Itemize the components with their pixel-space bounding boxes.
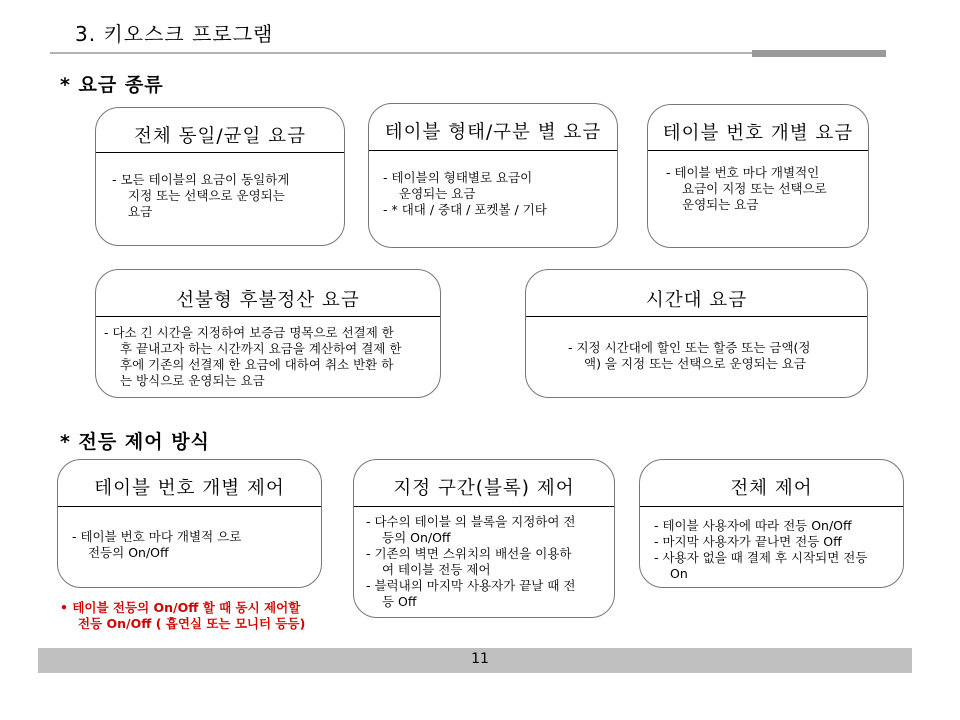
box-body: [568, 340, 810, 372]
bullet-line: On: [670, 566, 688, 581]
box-divider: [648, 150, 868, 151]
bullet-line: - 다수의 테이블 의 블록을 지정하여 전: [366, 514, 576, 529]
fee-box-prepaid-postpaid: [95, 269, 441, 398]
bullet-line: 등 Off: [382, 594, 417, 609]
box-divider: [369, 150, 617, 151]
bullet-line: - 블럭내의 마지막 사용자가 끝날 때 전: [366, 578, 576, 593]
box-title: 전체 제어: [730, 478, 813, 499]
note-simultaneous-control: [60, 600, 305, 632]
note-line: 전등 On/Off ( 흡연실 또는 모니터 등등): [78, 616, 306, 631]
box-title: 전체 동일/균일 요금: [134, 126, 306, 147]
box-title: 선불형 후불정산 요금: [176, 290, 360, 311]
bullet-line: - 테이블의 형태별로 요금이: [383, 170, 533, 185]
bullet-line: - 테이블 번호 마다 개별적 으로: [72, 529, 242, 544]
box-body: [112, 172, 289, 220]
bullet-line: 여 테이블 전등 제어: [382, 562, 491, 577]
box-body: [104, 325, 401, 389]
bullet-line: 전등의 On/Off: [88, 545, 169, 560]
box-divider: [58, 506, 321, 507]
bullet-line: - 지정 시간대에 할인 또는 할증 또는 금액(정: [568, 340, 811, 355]
box-divider: [96, 316, 440, 317]
box-title: 테이블 형태/구분 별 요금: [384, 122, 602, 143]
box-divider: [96, 152, 344, 153]
bullet-line: - 모든 테이블의 요금이 동일하게: [112, 172, 290, 187]
box-body: [383, 170, 547, 218]
box-title: 테이블 번호 개별 요금: [662, 123, 854, 144]
bullet-line: - 테이블 사용자에 따라 전등 On/Off: [654, 518, 852, 533]
box-divider: [526, 316, 867, 317]
fee-box-table-type: [368, 103, 618, 248]
fee-box-uniform: [95, 107, 345, 246]
box-title: 테이블 번호 개별 제어: [94, 478, 285, 499]
bullet-line: 액) 을 지정 또는 선택으로 운영되는 요금: [584, 356, 806, 371]
note-line: • 테이블 전등의 On/Off 할 때 동시 제어할: [60, 600, 301, 615]
bullet-line: 등의 On/Off: [382, 530, 451, 545]
section-title-light-control: * 전등 제어 방식: [60, 431, 210, 453]
box-title: 시간대 요금: [645, 290, 748, 311]
bullet-line: - 테이블 번호 마다 개별적인: [666, 165, 820, 180]
bullet-line: 는 방식으로 운영되는 요금: [120, 373, 265, 388]
bullet-line: - * 대대 / 중대 / 포켓볼 / 기타: [383, 202, 547, 217]
box-body: [366, 514, 575, 610]
light-box-table-number: [57, 459, 322, 588]
box-title: 지정 구간(블록) 제어: [393, 478, 575, 499]
page-number: 11: [471, 651, 489, 667]
box-divider: [640, 506, 903, 507]
bullet-line: - 기존의 벽면 스위치의 배선을 이용하: [366, 546, 572, 561]
bullet-line: - 다소 긴 시간을 지정하여 보증금 명목으로 선결제 한: [104, 325, 394, 340]
box-divider: [354, 506, 614, 507]
fee-box-table-number: [647, 104, 869, 248]
bullet-line: - 사용자 없을 때 결제 후 시작되면 전등: [654, 550, 868, 565]
header-accent-bar: [752, 50, 886, 57]
box-body: [666, 165, 827, 213]
bullet-line: - 마지막 사용자가 끝나면 전등 Off: [654, 534, 842, 549]
light-box-all: [639, 459, 904, 588]
box-body: [654, 518, 867, 582]
box-body: [72, 529, 241, 561]
page-title: 3. 키오스크 프로그램: [75, 22, 274, 46]
bullet-line: 요금: [128, 204, 153, 219]
bullet-line: 지정 또는 선택으로 운영되는: [128, 188, 285, 203]
bullet-line: 후 끝내고자 하는 시간까지 요금을 계산하여 결제 한: [120, 341, 402, 356]
bullet-line: 운영되는 요금: [682, 197, 759, 212]
fee-box-time-slot: [525, 269, 868, 398]
bullet-line: 운영되는 요금: [399, 186, 476, 201]
light-box-block: [353, 459, 615, 618]
bullet-line: 후에 기존의 선결제 한 요금에 대하여 취소 반환 하: [120, 357, 394, 372]
section-title-fee-types: * 요금 종류: [60, 74, 164, 96]
bullet-line: 요금이 지정 또는 선택으로: [682, 181, 827, 196]
